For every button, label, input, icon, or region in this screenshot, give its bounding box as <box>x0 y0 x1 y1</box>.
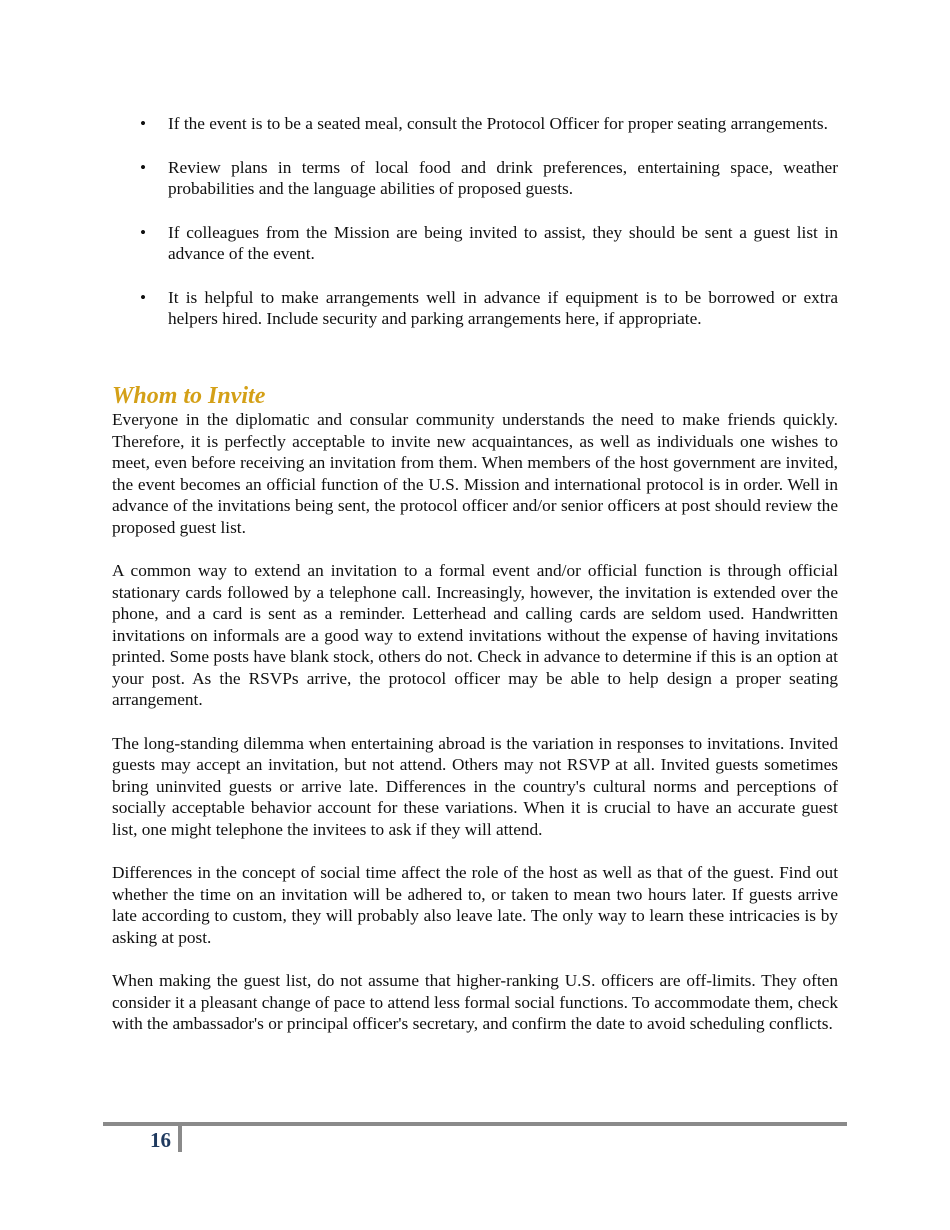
paragraph: The long-standing dilemma when entertaining abroad is the variation in responses to invitations. Invited guests may accept an invitation, but not attend. Others may not RSVP at all. Invited guests sometimes bring uninvited guests or arrive late. Differences in the country's cultural norms and perceptions of socially acceptable behavior account for these variations. When it is crucial to have an accurate guest list, one might telephone the invitees to ask if they will attend. <box>112 733 838 839</box>
paragraph: Everyone in the diplomatic and consular community understands the need to make friends quickly. Therefore, it is perfectly acceptable to invite new acquaintances, as well as individuals one wishes to meet, even before receiving an invitation from them. When members of the host government are invited, the event becomes an official function of the U.S. Mission and international protocol is in order. Well in advance of the invitations being sent, the protocol officer and/or senior officers at post should review the proposed guest list. <box>112 410 838 537</box>
section-body <box>112 409 838 1057</box>
bullet-item <box>112 222 838 265</box>
bullet-dot-icon: • <box>140 157 147 177</box>
bullet-text: If colleagues from the Mission are being invited to assist, they should be sent a guest list in advance of the event. <box>168 222 838 263</box>
footer-divider <box>103 1122 847 1126</box>
bullet-text: It is helpful to make arrangements well in advance if equipment is to be borrowed or extra helpers hired. Include security and parking arrangements here, if appropriate. <box>168 287 838 328</box>
bullet-text: Review plans in terms of local food and drink preferences, entertaining space, weather probabilities and the language abilities of proposed guests. <box>168 157 838 198</box>
page-number-divider <box>178 1126 182 1152</box>
bullet-item <box>112 157 838 200</box>
bullet-dot-icon: • <box>140 222 147 242</box>
page-number: 16 <box>150 1128 171 1152</box>
bullet-text: If the event is to be a seated meal, consult the Protocol Officer for proper seating arrangements. <box>168 114 828 133</box>
paragraph: When making the guest list, do not assume that higher-ranking U.S. officers are off-limits. They often consider it a pleasant change of pace to attend less formal social functions. To accommodate them, check with the ambassador's or principal officer's secretary, and confirm the date to avoid scheduling conflicts. <box>112 971 838 1033</box>
section-heading: Whom to Invite <box>112 383 266 409</box>
bullet-item <box>112 113 838 135</box>
bullet-list <box>112 113 838 352</box>
paragraph: Differences in the concept of social time affect the role of the host as well as that of the guest. Find out whether the time on an invitation will be adhered to, or taken to mean two hours later. If guests arrive late according to custom, they will probably also leave late. The only way to learn these intricacies is by asking at post. <box>112 863 838 947</box>
bullet-item <box>112 287 838 330</box>
paragraph: A common way to extend an invitation to a formal event and/or official function is through official stationary cards followed by a telephone call. Increasingly, however, the invitation is extended over the phone, and a card is sent as a reminder. Letterhead and calling cards are seldom used. Handwritten invitations on informals are a good way to extend invitations without the expense of having invitations printed. Some posts have blank stock, others do not. Check in advance to determine if this is an option at your post. As the RSVPs arrive, the protocol officer may be able to help design a proper seating arrangement. <box>112 561 838 709</box>
bullet-dot-icon: • <box>140 114 147 133</box>
bullet-dot-icon: • <box>140 287 147 307</box>
